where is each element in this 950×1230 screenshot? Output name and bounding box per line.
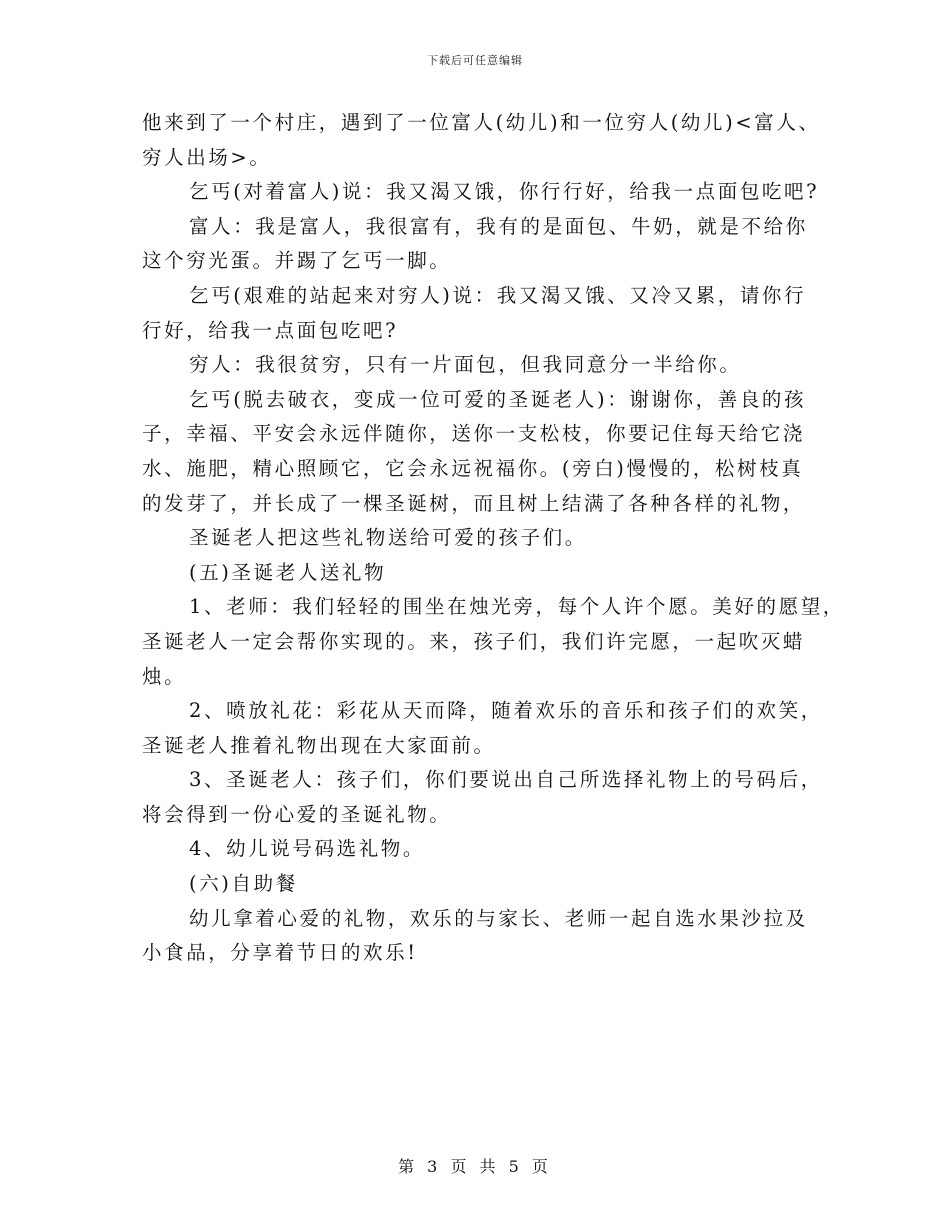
text-line: 小食品，分享着节日的欢乐! bbox=[142, 941, 418, 965]
text-line: 行好，给我一点面包吃吧? bbox=[142, 318, 399, 342]
text-line: 4、幼儿说号码选礼物。 bbox=[189, 837, 426, 861]
text-line: 乞丐(脱去破衣，变成一位可爱的圣诞老人)：谢谢你，善良的孩 bbox=[189, 387, 807, 411]
text-line: 圣诞老人把这些礼物送给可爱的孩子们。 bbox=[189, 526, 587, 550]
text-line: 富人：我是富人，我很富有，我有的是面包、牛奶，就是不给你 bbox=[189, 214, 808, 238]
text-line: 乞丐(艰难的站起来对穷人)说：我又渴又饿、又冷又累，请你行 bbox=[189, 283, 807, 307]
text-line: 他来到了一个村庄，遇到了一位富人(幼儿)和一位穷人(幼儿)<富人、 bbox=[142, 111, 821, 134]
text-line: 3、圣诞老人：孩子们，你们要说出自己所选择礼物上的号码后， bbox=[189, 768, 823, 792]
text-line: 穷人：我很贫穷，只有一片面包，但我同意分一半给你。 bbox=[189, 353, 742, 377]
text-line: 这个穷光蛋。并踢了乞丐一脚。 bbox=[142, 249, 452, 273]
text-line: 1、老师：我们轻轻的围坐在烛光旁，每个人许个愿。美好的愿望， bbox=[189, 595, 845, 619]
text-line: 穷人出场>。 bbox=[142, 145, 272, 169]
text-line: 烛。 bbox=[142, 664, 187, 688]
text-line: 圣诞老人推着礼物出现在大家面前。 bbox=[142, 733, 496, 757]
text-line: 的发芽了，并长成了一棵圣诞树，而且树上结满了各种各样的礼物， bbox=[142, 491, 806, 515]
page-number-footer: 第 3 页 共 5 页 bbox=[398, 1157, 552, 1176]
page-header-note: 下载后可任意编辑 bbox=[427, 54, 523, 67]
text-line: 乞丐(对着富人)说：我又渴又饿，你行行好，给我一点面包吃吧? bbox=[189, 180, 820, 204]
document-body bbox=[142, 106, 845, 971]
section-heading: (五)圣诞老人送礼物 bbox=[189, 560, 387, 584]
text-line: 2、喷放礼花：彩花从天而降，随着欢乐的音乐和孩子们的欢笑， bbox=[189, 699, 823, 723]
text-line: 将会得到一份心爱的圣诞礼物。 bbox=[142, 802, 452, 826]
section-heading: (六)自助餐 bbox=[189, 872, 298, 896]
text-line: 幼儿拿着心爱的礼物，欢乐的与家长、老师一起自选水果沙拉及 bbox=[189, 906, 808, 930]
text-line: 水、施肥，精心照顾它，它会永远祝福你。(旁白)慢慢的，松树枝真 bbox=[142, 456, 804, 480]
text-line: 子，幸福、平安会永远伴随你，送你一支松枝，你要记住每天给它浇 bbox=[142, 422, 806, 446]
text-line: 圣诞老人一定会帮你实现的。来，孩子们，我们许完愿，一起吹灭蜡 bbox=[142, 629, 806, 653]
